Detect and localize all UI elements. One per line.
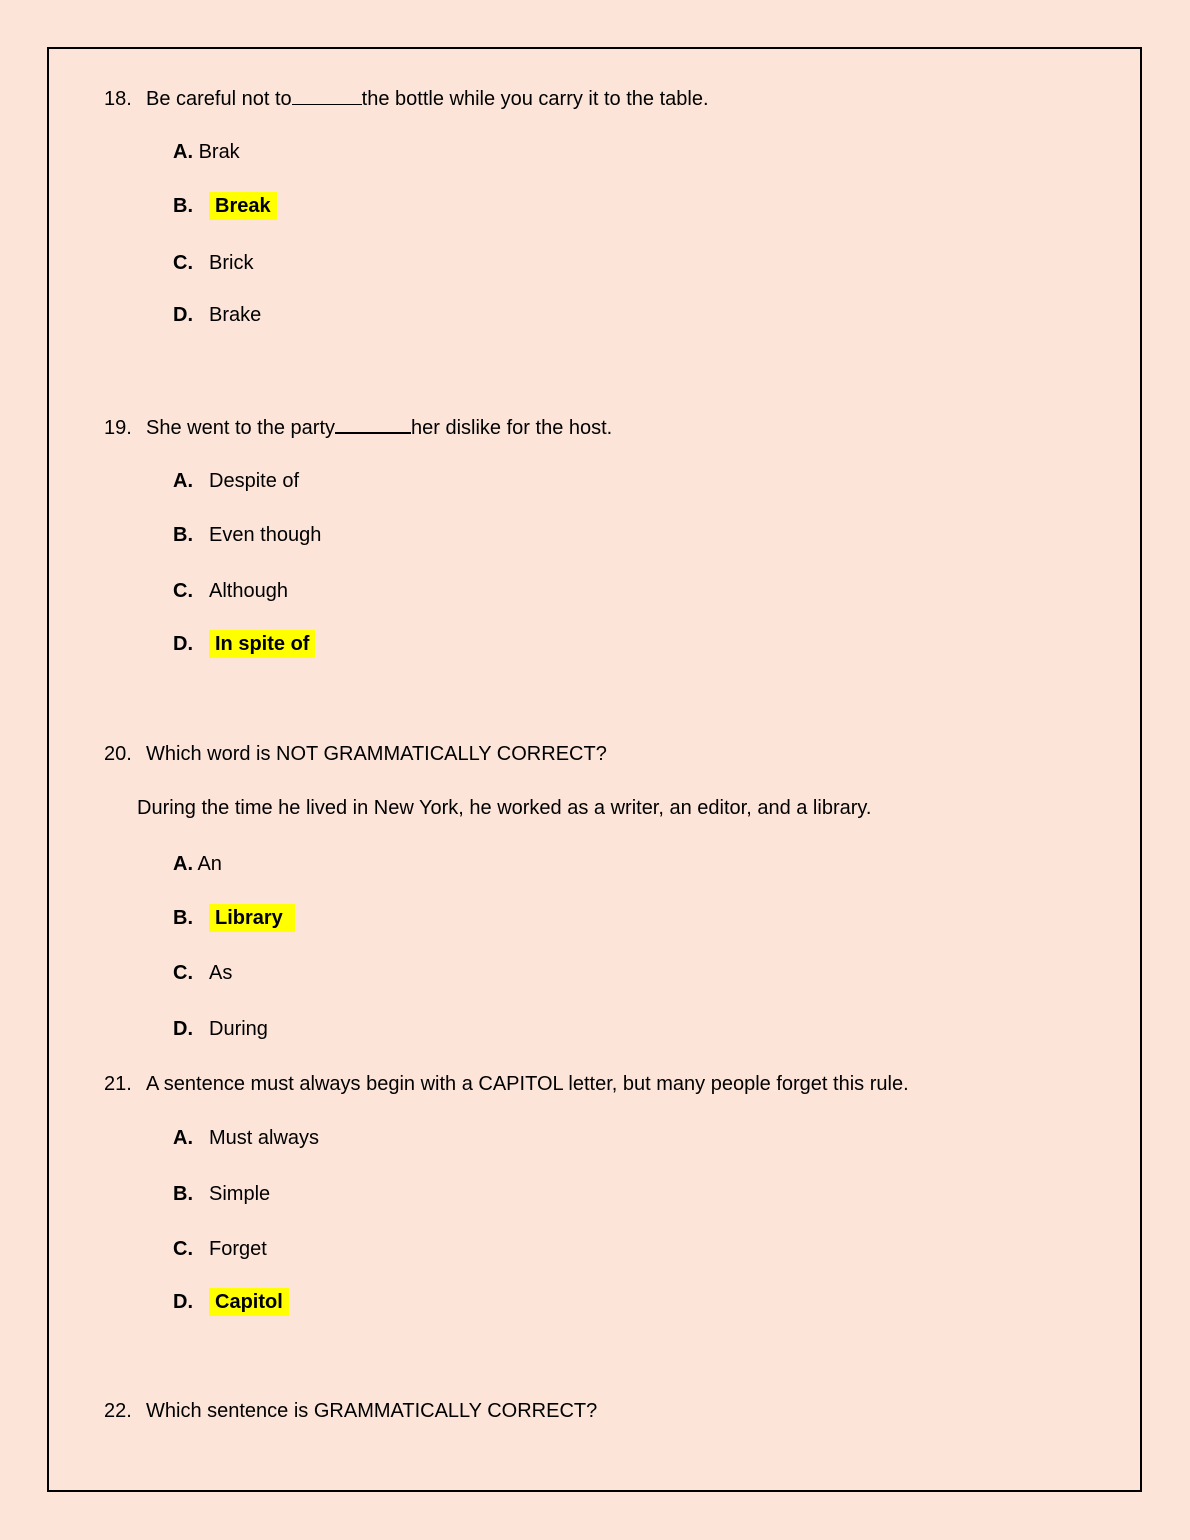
option-letter: A.	[173, 1127, 193, 1149]
option-21-a[interactable]	[173, 1126, 319, 1150]
option-letter: D.	[173, 633, 193, 655]
option-20-c[interactable]	[173, 961, 232, 985]
question-20	[104, 742, 607, 766]
option-text: Forget	[209, 1238, 267, 1260]
option-19-d[interactable]	[173, 632, 315, 656]
question-text-after: her dislike for the host.	[411, 417, 613, 439]
option-21-d[interactable]	[173, 1290, 289, 1314]
option-letter: C.	[173, 252, 193, 274]
option-19-c[interactable]	[173, 579, 288, 603]
option-text: Brak	[198, 141, 240, 163]
option-letter: C.	[173, 1238, 193, 1260]
option-20-b[interactable]	[173, 906, 295, 930]
option-text: Brake	[209, 304, 262, 326]
option-20-a[interactable]	[173, 852, 222, 876]
question-number: 18.	[104, 88, 132, 110]
question-prompt: A sentence must always begin with a CAPITOL letter, but many people forget this rule.	[146, 1073, 909, 1095]
answer-blank	[292, 86, 362, 105]
option-text: Brick	[209, 252, 254, 274]
option-18-d[interactable]	[173, 303, 261, 327]
option-text: Although	[209, 580, 288, 602]
option-text-correct: Library	[209, 904, 295, 932]
option-18-a[interactable]	[173, 140, 240, 164]
question-number: 22.	[104, 1400, 132, 1422]
option-text: Even though	[209, 524, 322, 546]
option-letter: B.	[173, 1183, 193, 1205]
option-text-correct: Capitol	[209, 1288, 289, 1316]
option-text: Must always	[209, 1127, 320, 1149]
question-text-before: She went to the party	[146, 417, 336, 439]
option-letter: D.	[173, 1018, 193, 1040]
question-number: 19.	[104, 417, 132, 439]
option-18-c[interactable]	[173, 251, 253, 275]
question-21	[104, 1072, 909, 1096]
option-letter: A.	[173, 853, 193, 875]
option-text-correct: Break	[209, 192, 277, 220]
option-letter: D.	[173, 304, 193, 326]
question-18	[104, 86, 709, 111]
option-letter: B.	[173, 195, 193, 217]
option-text: An	[197, 853, 222, 875]
option-letter: A.	[173, 141, 193, 163]
question-20-sentence: During the time he lived in New York, he worked as a writer, an editor, and a library.	[137, 797, 872, 819]
option-letter: B.	[173, 907, 193, 929]
option-text: Simple	[209, 1183, 271, 1205]
option-letter: A.	[173, 470, 193, 492]
option-text: Despite of	[209, 470, 300, 492]
question-22	[104, 1399, 597, 1423]
option-text-correct: In spite of	[209, 630, 315, 658]
option-letter: B.	[173, 524, 193, 546]
option-21-c[interactable]	[173, 1237, 267, 1261]
option-19-a[interactable]	[173, 469, 299, 493]
option-18-b[interactable]	[173, 194, 277, 218]
option-text: As	[209, 962, 233, 984]
option-text: During	[209, 1018, 268, 1040]
answer-blank	[335, 414, 411, 434]
option-letter: C.	[173, 962, 193, 984]
option-21-b[interactable]	[173, 1182, 270, 1206]
question-text-after: the bottle while you carry it to the table.	[361, 88, 709, 110]
question-19	[104, 414, 612, 440]
option-letter: C.	[173, 580, 193, 602]
question-text-before: Be careful not to	[146, 88, 292, 110]
question-prompt: Which sentence is GRAMMATICALLY CORRECT?	[146, 1400, 598, 1422]
question-number: 20.	[104, 743, 132, 765]
question-number: 21.	[104, 1073, 132, 1095]
question-prompt: Which word is NOT GRAMMATICALLY CORRECT?	[146, 743, 607, 765]
option-letter: D.	[173, 1291, 193, 1313]
option-19-b[interactable]	[173, 523, 321, 547]
option-20-d[interactable]	[173, 1017, 268, 1041]
